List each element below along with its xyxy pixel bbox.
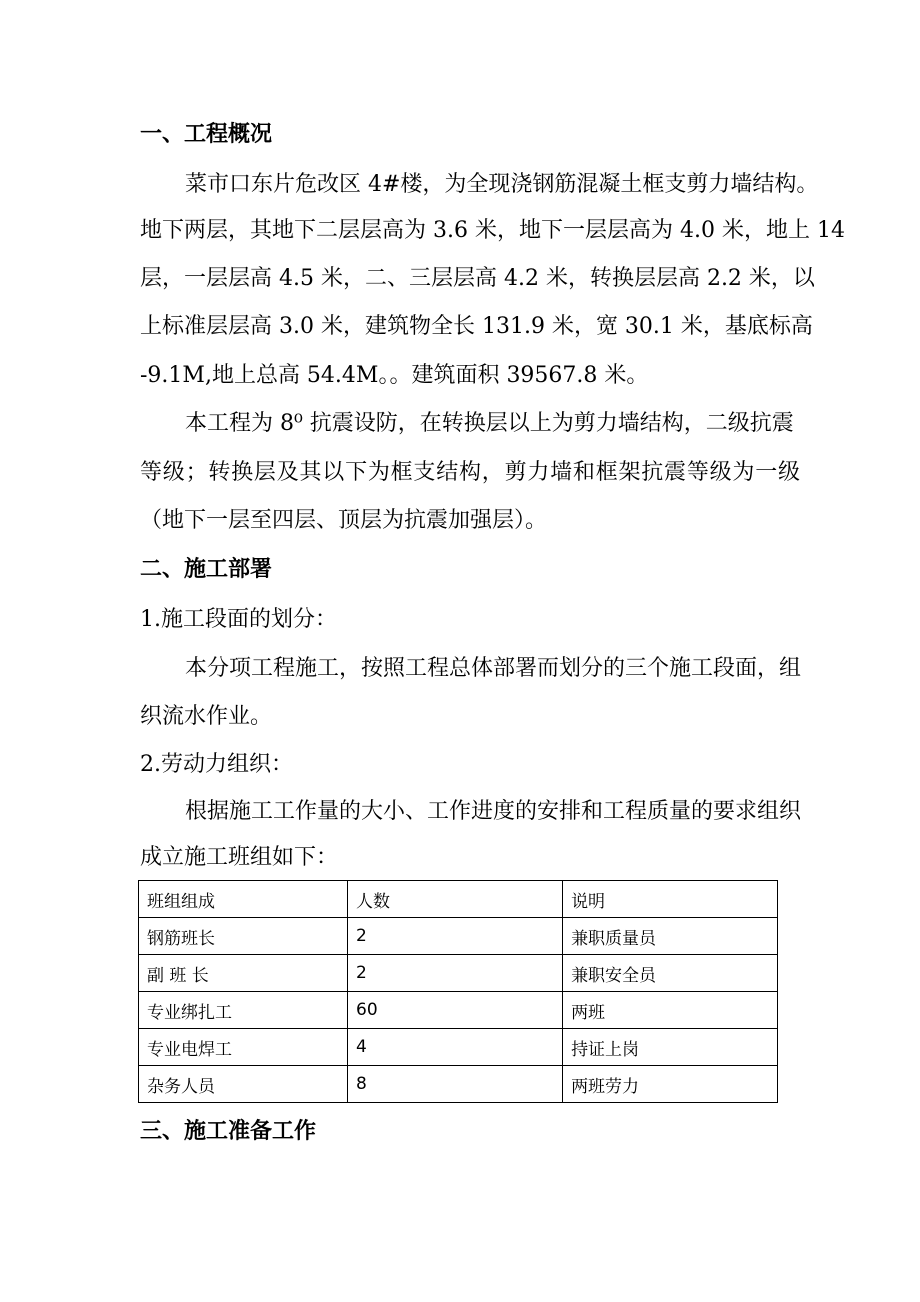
table-row [139, 1029, 778, 1066]
paragraph-line: -9.1M,地上总高 54.4M。。建筑面积 39567.8 米。 [140, 363, 649, 388]
table-cell: 4 [348, 1029, 563, 1066]
table-cell: 兼职安全员 [563, 955, 778, 992]
table-row [139, 918, 778, 955]
paragraph-line: 根据施工工作量的大小、工作进度的安排和工程质量的要求组织 [185, 799, 802, 824]
table-cell: 持证上岗 [563, 1029, 778, 1066]
table-row [139, 1066, 778, 1103]
paragraph-line: 成立施工班组如下： [140, 845, 339, 870]
table-cell: 兼职质量员 [563, 918, 778, 955]
paragraph-line: 织流水作业。 [140, 704, 273, 729]
paragraph-line: 等级；转换层及其以下为框支结构，剪力墙和框架抗震等级为一级 [140, 460, 800, 485]
paragraph-line: 本分项工程施工，按照工程总体部署而划分的三个施工段面，组 [185, 656, 802, 681]
paragraph-line: 上标准层层高 3.0 米，建筑物全长 131.9 米，宽 30.1 米，基底标高 [140, 314, 813, 339]
table-cell: 2 [348, 955, 563, 992]
table-cell: 钢筋班长 [139, 918, 348, 955]
table-header-cell: 班组组成 [139, 881, 348, 918]
table-cell: 副 班 长 [139, 955, 348, 992]
section-1-title: 一、工程概况 [140, 122, 273, 147]
table-cell: 专业电焊工 [139, 1029, 348, 1066]
paragraph-line: 地下两层，其地下二层层高为 3.6 米，地下一层层高为 4.0 米，地上 14 [140, 218, 845, 243]
section-2-title: 二、施工部署 [140, 557, 273, 582]
table-header-cell: 人数 [348, 881, 563, 918]
crew-table [138, 880, 778, 1103]
table-header-row [139, 881, 778, 918]
subsection-1-title: 1.施工段面的划分： [140, 607, 337, 632]
table-cell: 专业绑扎工 [139, 992, 348, 1029]
table-cell: 两班 [563, 992, 778, 1029]
table-cell: 60 [348, 992, 563, 1029]
paragraph-line: （地下一层至四层、顶层为抗震加强层）。 [140, 508, 548, 533]
table-row [139, 992, 778, 1029]
paragraph-line: 层，一层层高 4.5 米，二、三层层高 4.2 米，转换层层高 2.2 米，以 [140, 266, 815, 291]
table-cell: 8 [348, 1066, 563, 1103]
table-cell: 两班劳力 [563, 1066, 778, 1103]
table-cell: 杂务人员 [139, 1066, 348, 1103]
paragraph-line: 本工程为 8⁰ 抗震设防，在转换层以上为剪力墙结构，二级抗震 [185, 411, 794, 436]
section-3-title: 三、施工准备工作 [140, 1119, 317, 1144]
table-cell: 2 [348, 918, 563, 955]
paragraph-line: 菜市口东片危改区 4#楼，为全现浇钢筋混凝土框支剪力墙结构。 [185, 172, 819, 197]
table-header-cell: 说明 [563, 881, 778, 918]
subsection-2-title: 2.劳动力组织： [140, 752, 293, 777]
table-row [139, 955, 778, 992]
